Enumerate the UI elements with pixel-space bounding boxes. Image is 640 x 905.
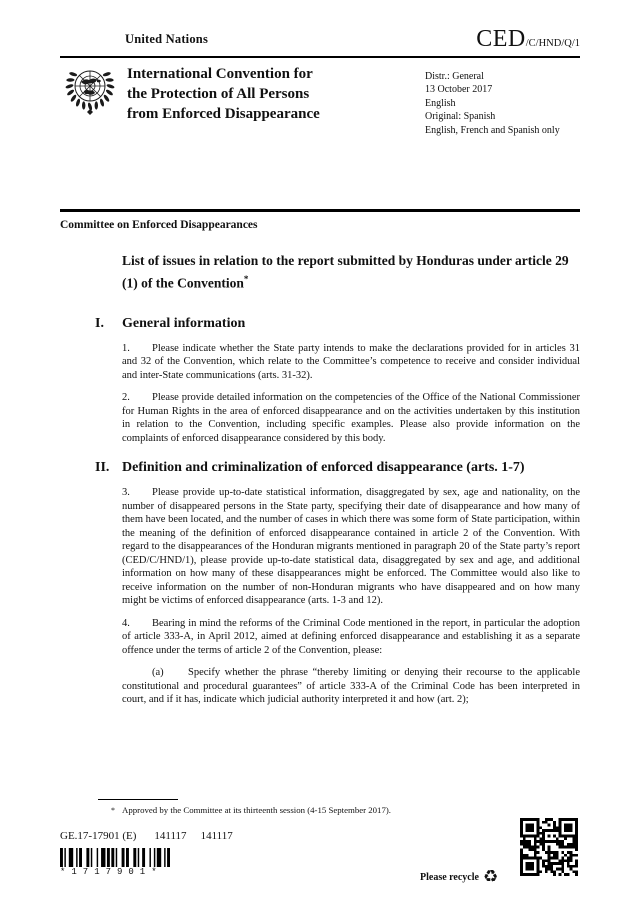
distr-line: Distr.: General <box>425 71 484 82</box>
section-numeral: I. <box>95 315 104 331</box>
paragraph-number: 2. <box>122 392 130 403</box>
convention-title-line: from Enforced Disappearance <box>127 106 320 122</box>
paragraph-number: (a) <box>152 667 164 678</box>
paragraph-number: 1. <box>122 342 130 354</box>
footnote-text: Approved by the Committee at its thirteenth session (4-15 September 2017). <box>122 805 391 815</box>
document-symbol-main: CED <box>476 26 526 52</box>
qr-code-icon <box>520 818 578 876</box>
committee-heading: Committee on Enforced Disappearances <box>60 219 258 231</box>
section-divider-rule <box>60 209 580 212</box>
document-symbol <box>476 26 580 53</box>
org-name: United Nations <box>125 32 209 46</box>
paragraph-text: Please indicate whether the State party intends to make the declarations provided for in articles 31 and 32 of the Convention, which relate to the Committee’s competence to receive and consider individual and inter-State communications (arts. 31-32). <box>122 342 580 381</box>
paragraph-text: Bearing in mind the reforms of the Criminal Code mentioned in the report, in particular the adoption of article 333-A, in April 2012, aimed at defining enforced disappearance and establishing it as a separate offence under the terms of article 2 of the Convention, please: <box>122 617 580 656</box>
paragraph-text: Please provide up-to-date statistical information, disaggregated by sex, age and nationality, on the number of disappeared persons in the State party, specifying their date of disappearance and how many of them have been located, and the number of cases in which there was some form of State participation, within the meaning of the definition of enforced disappearance contained in article 2 of the Convention. With regard to the disappearances of the Honduran migrants mentioned in paragraph 20 of the State party’s report (CED/C/HND/1), please provide up-to-date statistical data, disaggregated by sex and age, and additional information on how many of these disappearances might be enforced. The Committee would also like to receive information on the number of non-Honduran migrants who have disappeared and on how many might be victims of enforced disappearance (arts. 1-3 and 12). <box>122 487 580 606</box>
barcode <box>60 848 172 877</box>
barcode-icon <box>60 848 170 867</box>
original-language-line: Original: Spanish <box>425 111 496 123</box>
language-line: English <box>425 97 456 109</box>
footnote-marker: * <box>111 806 115 815</box>
section-numeral: II. <box>95 460 110 475</box>
document-title: List of issues in relation to the report submitted by Honduras under article 29 (1) of the Convention* <box>122 253 569 291</box>
paragraph-text: Please provide detailed information on the competencies of the Office of the National Commissioner for Human Rights in the area of enforced disappearance and on the activities undertaken by this institution in relation to the Convention, including specific examples. Please also provide information on the complaints of enforced disappearance considered by this body. <box>122 392 580 444</box>
un-emblem-icon <box>61 62 119 118</box>
footnote <box>111 805 563 816</box>
paragraph-3 <box>122 486 580 608</box>
section-heading-1 <box>95 315 580 332</box>
languages-note-line: English, French and Spanish only <box>425 124 560 136</box>
paragraph-4 <box>122 617 580 658</box>
title-footnote-marker: * <box>243 274 249 284</box>
ge-reference-line <box>60 830 233 842</box>
header-rule <box>60 56 580 58</box>
subparagraph-a <box>122 666 580 707</box>
recycle-note <box>420 869 498 886</box>
convention-title-line: the Protection of All Persons <box>127 86 310 102</box>
recycle-label: Please recycle <box>420 872 479 883</box>
ge-code-2: 141117 <box>200 830 233 842</box>
ge-number: GE.17-17901 (E) <box>60 830 137 842</box>
document-symbol-suffix: /C/HND/Q/1 <box>525 38 580 49</box>
convention-title-line: International Convention for <box>127 66 313 82</box>
distribution-meta <box>425 70 560 137</box>
document-body <box>95 252 580 716</box>
paragraph-text: Specify whether the phrase “thereby limiting or denying their recourse to the applicable constitutional and procedural guarantees” of article 333-A of the Criminal Code has been interpreted in court, and if it has, indicate which judicial authority interpreted it and how (art. 2); <box>122 667 580 705</box>
paragraph-1 <box>122 342 580 383</box>
paragraph-2 <box>122 391 580 445</box>
barcode-text: *1717901* <box>60 867 163 877</box>
paragraph-number: 3. <box>122 487 130 498</box>
section-title: General information <box>122 315 246 331</box>
paragraph-number: 4. <box>122 617 130 629</box>
recycle-icon: ♻ <box>482 867 499 887</box>
footnote-rule <box>98 799 178 800</box>
date-line: 13 October 2017 <box>425 84 493 96</box>
section-heading-2 <box>95 459 580 476</box>
ge-code-1: 141117 <box>154 830 187 842</box>
convention-title <box>127 64 320 124</box>
section-title: Definition and criminalization of enforced disappearance (arts. 1-7) <box>122 460 525 475</box>
